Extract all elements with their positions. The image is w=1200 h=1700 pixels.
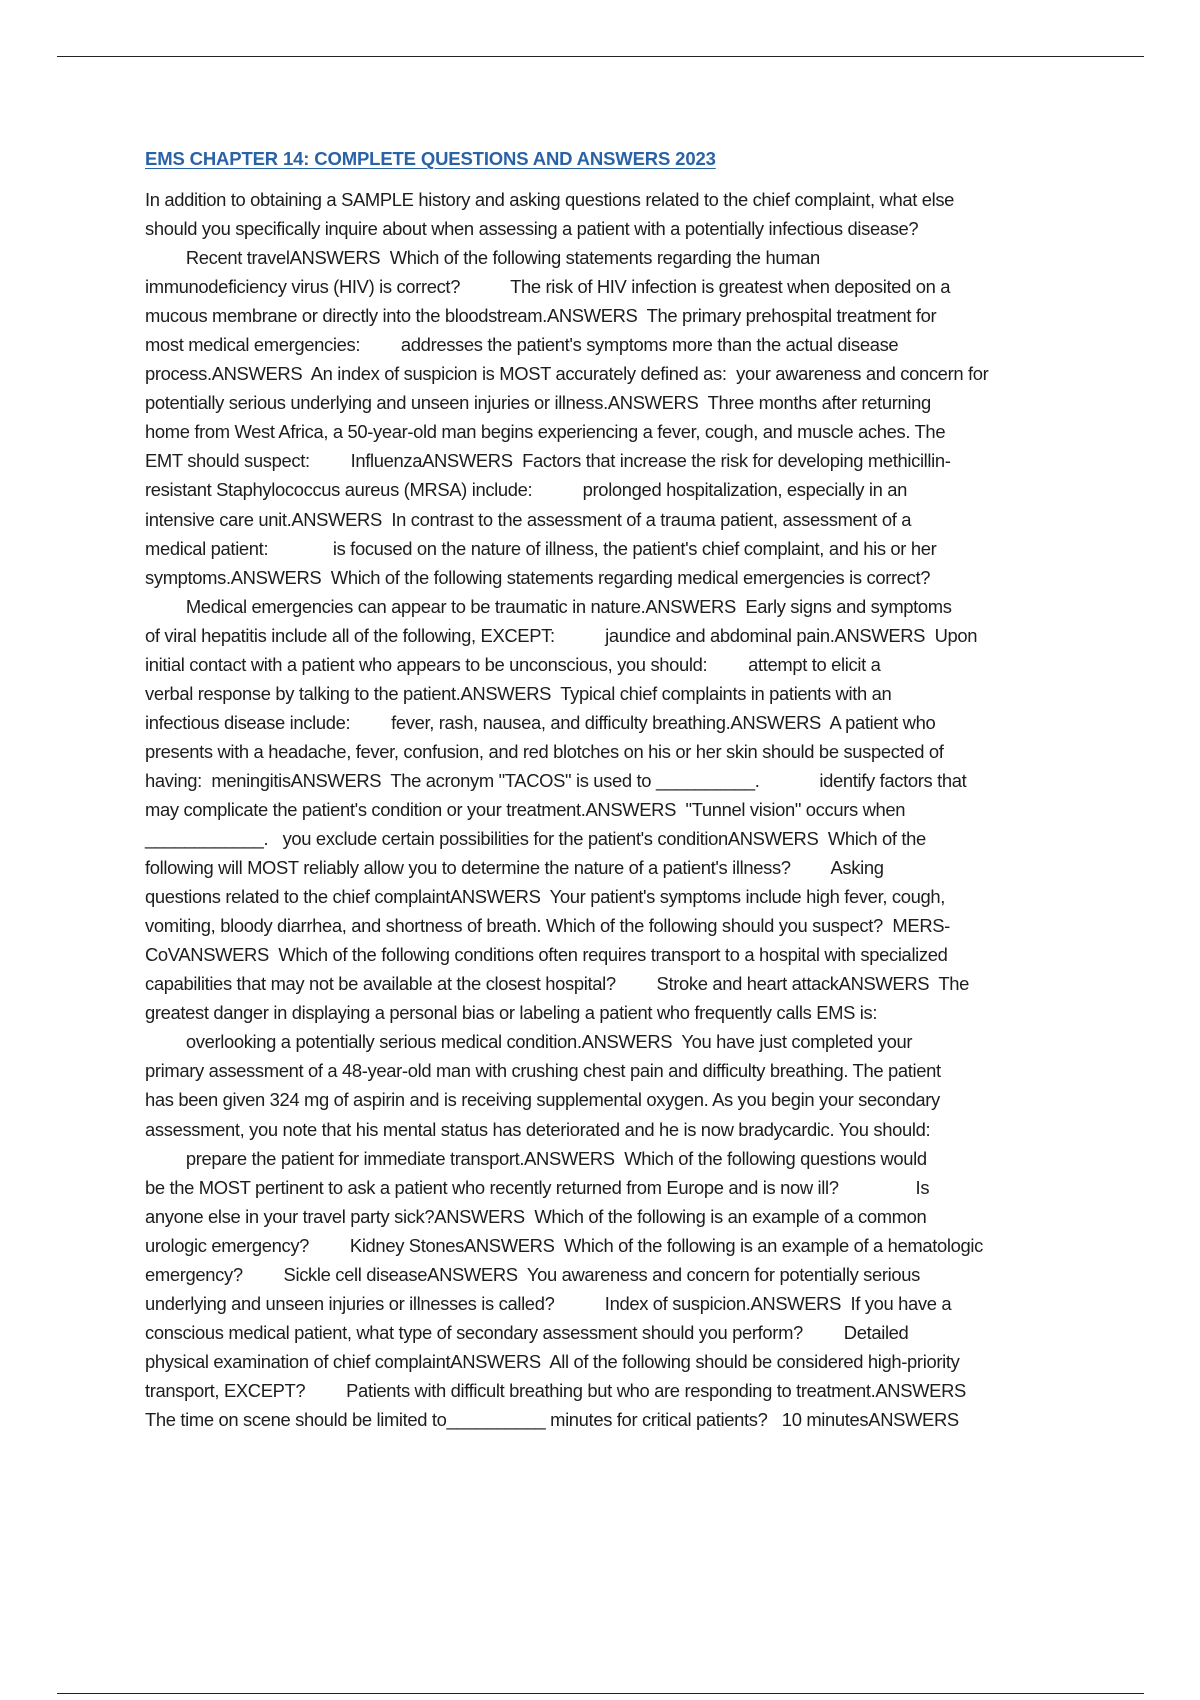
document-line: transport, EXCEPT? Patients with difficult breathing but who are responding to treatment.ANSWERS [145, 1379, 966, 1401]
document-line: In addition to obtaining a SAMPLE history and asking questions related to the chief complaint, what else [145, 189, 955, 210]
document-line: overlooking a potentially serious medical condition.ANSWERS You have just completed your [145, 1031, 913, 1053]
document-line: The time on scene should be limited to__________ minutes for critical patients? 10 minutesANSWERS [145, 1408, 959, 1430]
document-line: emergency? Sickle cell diseaseANSWERS You awareness and concern for potentially serious [145, 1263, 921, 1285]
document-line: capabilities that may not be available at the closest hospital? Stroke and heart attackANSWERS The [145, 973, 970, 995]
document-line: ____________. you exclude certain possibilities for the patient's conditionANSWERS Which of the [145, 828, 926, 850]
document-line: may complicate the patient's condition or your treatment.ANSWERS "Tunnel vision" occurs when [145, 798, 906, 820]
document-page [145, 145, 1090, 1434]
document-line: EMT should suspect: InfluenzaANSWERS Factors that increase the risk for developing methicillin- [145, 450, 951, 472]
document-line: infectious disease include: fever, rash, nausea, and difficulty breathing.ANSWERS A patient who [145, 711, 936, 733]
document-line: most medical emergencies: addresses the patient's symptoms more than the actual disease [145, 334, 899, 356]
document-line: Medical emergencies can appear to be traumatic in nature.ANSWERS Early signs and symptoms [145, 595, 952, 617]
document-line: conscious medical patient, what type of secondary assessment should you perform? Detailed [145, 1321, 909, 1343]
document-line: anyone else in your travel party sick?ANSWERS Which of the following is an example of a common [145, 1205, 927, 1227]
document-body [145, 185, 1090, 1434]
document-line: physical examination of chief complaintANSWERS All of the following should be considered high-priority [145, 1350, 960, 1372]
document-line: Recent travelANSWERS Which of the following statements regarding the human [145, 247, 820, 269]
document-line: assessment, you note that his mental status has deteriorated and he is now bradycardic. You should: [145, 1118, 931, 1140]
document-line: having: meningitisANSWERS The acronym "TACOS" is used to __________. identify factors that [145, 769, 967, 791]
document-line: potentially serious underlying and unseen injuries or illness.ANSWERS Three months after returning [145, 392, 931, 414]
document-line: following will MOST reliably allow you to determine the nature of a patient's illness? Asking [145, 857, 884, 879]
document-line: should you specifically inquire about when assessing a patient with a potentially infectious disease? [145, 218, 919, 240]
document-line: home from West Africa, a 50-year-old man begins experiencing a fever, cough, and muscle aches. The [145, 421, 946, 443]
document-title[interactable]: EMS CHAPTER 14: COMPLETE QUESTIONS AND ANSWERS 2023 [145, 148, 716, 169]
document-line: vomiting, bloody diarrhea, and shortness of breath. Which of the following should you suspect? MERS- [145, 915, 950, 937]
document-line: be the MOST pertinent to ask a patient who recently returned from Europe and is now ill? Is [145, 1176, 930, 1198]
document-line: immunodeficiency virus (HIV) is correct? The risk of HIV infection is greatest when deposited on a [145, 276, 951, 298]
document-line: medical patient: is focused on the nature of illness, the patient's chief complaint, and his or her [145, 537, 937, 559]
document-line: resistant Staphylococcus aureus (MRSA) include: prolonged hospitalization, especially in an [145, 479, 908, 501]
document-line: prepare the patient for immediate transport.ANSWERS Which of the following questions would [145, 1147, 927, 1169]
document-line: symptoms.ANSWERS Which of the following statements regarding medical emergencies is correct? [145, 566, 931, 588]
document-line: process.ANSWERS An index of suspicion is MOST accurately defined as: your awareness and concern for [145, 363, 989, 385]
document-line: initial contact with a patient who appears to be unconscious, you should: attempt to elicit a [145, 653, 881, 675]
document-line: questions related to the chief complaintANSWERS Your patient's symptoms include high fever, cough, [145, 886, 945, 908]
document-line: urologic emergency? Kidney StonesANSWERS Which of the following is an example of a hematologic [145, 1234, 983, 1256]
document-line: primary assessment of a 48-year-old man with crushing chest pain and difficulty breathing. The patient [145, 1060, 941, 1082]
header-rule [57, 56, 1144, 57]
document-line: has been given 324 mg of aspirin and is receiving supplemental oxygen. As you begin your secondary [145, 1089, 940, 1111]
document-line: presents with a headache, fever, confusion, and red blotches on his or her skin should be suspected of [145, 740, 944, 762]
document-line: greatest danger in displaying a personal bias or labeling a patient who frequently calls EMS is: [145, 1002, 878, 1024]
document-line: underlying and unseen injuries or illnesses is called? Index of suspicion.ANSWERS If you have a [145, 1292, 952, 1314]
document-line: intensive care unit.ANSWERS In contrast to the assessment of a trauma patient, assessment of a [145, 508, 912, 530]
document-line: of viral hepatitis include all of the following, EXCEPT: jaundice and abdominal pain.ANSWERS Upon [145, 624, 978, 646]
document-line: CoVANSWERS Which of the following conditions often requires transport to a hospital with specialized [145, 944, 948, 966]
document-line: mucous membrane or directly into the bloodstream.ANSWERS The primary prehospital treatment for [145, 305, 937, 327]
document-line: verbal response by talking to the patient.ANSWERS Typical chief complaints in patients with an [145, 682, 892, 704]
footer-rule [57, 1693, 1144, 1694]
